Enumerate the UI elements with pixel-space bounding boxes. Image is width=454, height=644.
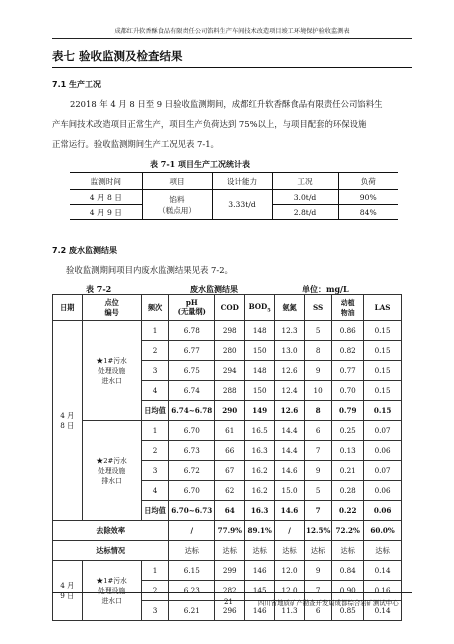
table-cell: 62 [215, 481, 245, 501]
date-text: 8 日 [60, 420, 75, 430]
table-cell: 66 [215, 441, 245, 461]
table-cell: 16.5 [245, 421, 275, 441]
header-subscript: 5 [267, 307, 271, 314]
table-cell: 6.78 [169, 321, 215, 341]
item-note: （糕点用） [158, 205, 196, 215]
table-cell: 84% [338, 205, 398, 220]
table-cell: 0.14 [364, 601, 402, 621]
paragraph-line: 正常运行。验收监测期间生产工况见表 7-1。 [52, 139, 219, 149]
table-cell: 146 [245, 561, 275, 581]
running-header: 成都红升软香酥食品有限责任公司馅料生产车间技术改造项目竣工环境保护验收监测表 [114, 28, 350, 35]
table-cell: 2.8t/d [272, 205, 338, 220]
table-cell: 299 [215, 561, 245, 581]
table-cell: 0.06 [364, 481, 402, 501]
date-cell [53, 561, 83, 621]
paragraph-line: 验收监测期间项目内废水监测结果见表 7-2。 [66, 265, 233, 275]
column-header: LAS [364, 295, 402, 321]
table-cell: 0.15 [364, 341, 402, 361]
table-cell: 14.6 [275, 501, 305, 521]
table-cell: 14.4 [275, 441, 305, 461]
column-header: 监测时间 [70, 173, 142, 190]
column-header: SS [304, 295, 331, 321]
table-cell: 0.13 [332, 441, 364, 461]
wastewater-monitoring-table [52, 294, 402, 621]
table-cell: 61 [215, 421, 245, 441]
table-cell: 9 [304, 561, 331, 581]
section-title: 表七 验收监测及检查结果 [52, 49, 183, 63]
table-cell: 达标 [332, 541, 364, 561]
date-text: 4 月 [60, 410, 75, 420]
table-header-row [53, 295, 402, 321]
table-cell: 13.0 [275, 341, 305, 361]
table-row [53, 421, 402, 441]
production-condition-table [70, 172, 398, 220]
table-cell: 0.22 [332, 501, 364, 521]
table-7-1-caption: 表 7-1 项目生产工况统计表 [150, 159, 251, 169]
table-cell: 12.0 [275, 581, 305, 601]
header-text: 动植 [340, 298, 355, 307]
table-cell: 145 [245, 581, 275, 601]
table-cell: / [169, 521, 215, 541]
table-cell: 282 [215, 581, 245, 601]
table-cell: 6 [304, 601, 331, 621]
table-cell: 6.72 [169, 461, 215, 481]
table-cell: 6.15 [169, 561, 215, 581]
table-cell: 7 [304, 501, 331, 521]
table-cell: 6.74 [169, 381, 215, 401]
table-cell: 6.70 [169, 421, 215, 441]
table-cell: 90% [338, 190, 398, 205]
table-cell: 294 [215, 361, 245, 381]
table-row [53, 321, 402, 341]
table-cell: 0.85 [332, 601, 364, 621]
point-text: 处理设施 [98, 366, 126, 375]
column-header: 项目 [142, 173, 212, 190]
table-cell: 280 [215, 341, 245, 361]
table-cell: 3 [141, 461, 169, 481]
table-cell: 0.25 [332, 421, 364, 441]
compliance-row [53, 541, 402, 561]
table-cell: 达标 [364, 541, 402, 561]
table-cell: 150 [245, 341, 275, 361]
table-cell: 6.77 [169, 341, 215, 361]
table-cell: 12.0 [275, 561, 305, 581]
point-text: ★1#污水 [96, 576, 127, 585]
point-text: 排水口 [101, 476, 122, 485]
table-cell: 达标 [304, 541, 331, 561]
table-cell: 日均值 [141, 501, 169, 521]
table-cell: 1 [141, 561, 169, 581]
header-text: 物油 [340, 308, 355, 317]
table-cell: 达标情况 [53, 541, 169, 561]
table-cell: 64 [215, 501, 245, 521]
table-7-2-title: 废水监测结果 [190, 284, 238, 294]
table-cell: 6.74~6.78 [169, 401, 215, 421]
table-cell: 4 月 9 日 [70, 205, 142, 220]
table-cell: 12.6 [275, 401, 305, 421]
table-cell: 0.86 [332, 321, 364, 341]
table-cell: 290 [215, 401, 245, 421]
table-cell: 77.9% [215, 521, 245, 541]
table-cell [142, 190, 212, 220]
table-cell: 9 [304, 361, 331, 381]
table-cell: 15.0 [275, 481, 305, 501]
section-rule [52, 67, 412, 68]
column-header: 氨氮 [275, 295, 305, 321]
table-cell: 0.70 [332, 381, 364, 401]
table-cell: 0.15 [364, 361, 402, 381]
table-cell: 16.2 [245, 461, 275, 481]
table-cell: 0.07 [364, 461, 402, 481]
table-cell: 288 [215, 381, 245, 401]
header-text: 点位 [104, 297, 119, 307]
table-row [53, 561, 402, 581]
table-cell: 10 [304, 381, 331, 401]
table-cell: 14.4 [275, 421, 305, 441]
item-name: 馅料 [169, 194, 185, 204]
table-cell: 6.21 [169, 601, 215, 621]
table-cell: 6.23 [169, 581, 215, 601]
header-rule [52, 38, 412, 39]
table-cell: 6.75 [169, 361, 215, 381]
table-cell: / [275, 521, 305, 541]
table-cell: 1 [141, 321, 169, 341]
table-header-row [70, 173, 398, 190]
removal-efficiency-row [53, 521, 402, 541]
table-cell: 去除效率 [53, 521, 169, 541]
table-row [70, 190, 398, 205]
table-cell: 0.15 [364, 401, 402, 421]
table-cell: 0.77 [332, 361, 364, 381]
subsection-heading-7-2: 7.2 废水监测结果 [52, 246, 117, 255]
table-cell: 0.82 [332, 341, 364, 361]
date-text: 9 日 [60, 590, 75, 600]
paragraph-line: 产车间技术改造项目正常生产，项目生产负荷达到 75%以上，与项目配套的环保设施 [52, 119, 367, 129]
paragraph-line: 22018 年 4 月 8 日至 9 日验收监测期间，成都红升软香酥食品有限责任公司馅料生 [70, 99, 383, 109]
point-cell [82, 421, 141, 521]
column-header [82, 295, 141, 321]
table-cell: 12.3 [275, 321, 305, 341]
table-cell: 16.3 [245, 441, 275, 461]
table-cell: 149 [245, 401, 275, 421]
table-cell: 2 [141, 341, 169, 361]
table-cell: 2 [141, 581, 169, 601]
footer-rule [52, 592, 412, 593]
table-cell: 14.6 [275, 461, 305, 481]
column-header [169, 295, 215, 321]
table-7-2-number: 表 7-2 [86, 284, 112, 294]
table-cell: 296 [215, 601, 245, 621]
header-text: BOD [248, 301, 268, 311]
table-cell: 日均值 [141, 401, 169, 421]
table-cell: 8 [304, 341, 331, 361]
table-cell: 0.07 [364, 421, 402, 441]
table-cell: 5 [304, 481, 331, 501]
point-cell [82, 561, 141, 621]
table-cell: 0.90 [332, 581, 364, 601]
table-cell: 6.73 [169, 441, 215, 461]
table-cell: 60.0% [364, 521, 402, 541]
column-header: 设计能力 [212, 173, 272, 190]
table-cell: 4 月 8 日 [70, 190, 142, 205]
column-header [245, 295, 275, 321]
point-text: 处理设施 [98, 586, 126, 595]
point-text: ★1#污水 [96, 356, 127, 365]
table-cell: 4 [141, 381, 169, 401]
table-cell: 146 [245, 601, 275, 621]
table-cell: 16.3 [245, 501, 275, 521]
table-cell: 0.84 [332, 561, 364, 581]
table-cell: 150 [245, 381, 275, 401]
table-cell: 89.1% [245, 521, 275, 541]
table-cell: 148 [245, 321, 275, 341]
table-cell: 0.21 [332, 461, 364, 481]
date-cell [53, 321, 83, 521]
column-header [332, 295, 364, 321]
table-7-2-unit: 单位：mg/L [302, 284, 349, 294]
table-cell: 达标 [169, 541, 215, 561]
table-cell: 2 [141, 441, 169, 461]
table-cell: 1 [141, 421, 169, 441]
table-cell: 5 [304, 321, 331, 341]
table-cell: 4 [141, 481, 169, 501]
table-cell: 3 [141, 601, 169, 621]
header-text: 编号 [104, 307, 119, 317]
table-cell: 0.15 [364, 381, 402, 401]
table-cell: 6 [304, 421, 331, 441]
point-text: 进水口 [101, 596, 122, 605]
table-cell: 72.2% [332, 521, 364, 541]
table-cell: 9 [304, 461, 331, 481]
table-cell: 8 [304, 401, 331, 421]
table-cell: 3 [141, 361, 169, 381]
column-header: COD [215, 295, 245, 321]
table-cell: 16.2 [245, 481, 275, 501]
table-cell: 148 [245, 361, 275, 381]
table-cell: 0.16 [364, 581, 402, 601]
table-cell: 11.3 [275, 601, 305, 621]
table-cell: 3.33t/d [212, 190, 272, 220]
date-text: 4 月 [60, 580, 75, 590]
table-cell: 7 [304, 441, 331, 461]
table-cell: 达标 [215, 541, 245, 561]
page-number: 21 [224, 598, 233, 606]
footer-organization: 四川省地质矿产勘查开发局成都综合岩矿测试中心 [258, 599, 399, 607]
column-header: 负荷 [338, 173, 398, 190]
header-text: pH [185, 298, 198, 307]
table-cell: 12.5% [304, 521, 331, 541]
table-cell: 6.70 [169, 481, 215, 501]
table-cell: 12.6 [275, 361, 305, 381]
table-cell: 0.14 [364, 561, 402, 581]
table-cell: 0.79 [332, 401, 364, 421]
table-cell: 3.0t/d [272, 190, 338, 205]
table-cell: 298 [215, 321, 245, 341]
point-text: ★2#污水 [96, 456, 127, 465]
table-cell: 12.4 [275, 381, 305, 401]
column-header: 工况 [272, 173, 338, 190]
subsection-heading-7-1: 7.1 生产工况 [52, 80, 101, 89]
table-cell: 7 [304, 581, 331, 601]
table-cell: 67 [215, 461, 245, 481]
table-cell: 0.15 [364, 321, 402, 341]
table-cell: 6.70~6.73 [169, 501, 215, 521]
table-cell: 达标 [245, 541, 275, 561]
table-cell: 0.28 [332, 481, 364, 501]
point-cell [82, 321, 141, 421]
table-cell: 0.06 [364, 501, 402, 521]
table-cell: 0.06 [364, 441, 402, 461]
point-text: 进水口 [101, 376, 122, 385]
table-cell: 达标 [275, 541, 305, 561]
column-header: 频次 [141, 295, 169, 321]
point-text: 处理设施 [98, 466, 126, 475]
header-text: (无量纲) [177, 307, 206, 316]
column-header: 日期 [53, 295, 83, 321]
